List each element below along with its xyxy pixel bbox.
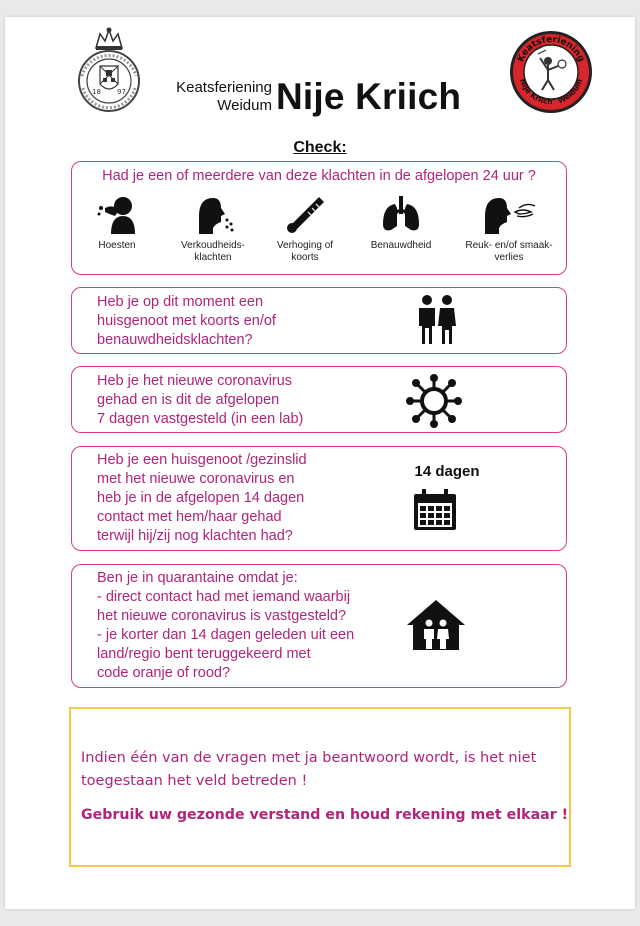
- sneezing-person-icon: [191, 194, 235, 234]
- notice-box: [69, 707, 571, 867]
- notice-warning-text: Indien één van de vragen met ja beantwoord wordt, is het niet toegestaan het veld betreden !: [81, 750, 537, 789]
- club-round-logo: [508, 28, 594, 116]
- question-household-contact-text: Heb je een huisgenoot /gezinslid met het nieuwe coronavirus en heb je in de afgelopen 14 dagen contact met hem/haar gehad terwijl hij/zij nog klachten had?: [97, 452, 307, 544]
- question-box-quarantine: [71, 564, 567, 688]
- symptom-label: Benauwdheid: [370, 240, 432, 251]
- symptom-cough: [72, 194, 162, 252]
- question-symptoms-text: Had je een of meerdere van deze klachten in de afgelopen 24 uur ?: [102, 168, 536, 184]
- notice-advice-text: Gebruik uw gezonde verstand en houd rekening met elkaar !: [81, 807, 569, 823]
- couple-icon: [416, 294, 458, 344]
- logo-bottom-text: Nije Kriich" Weidum: [517, 77, 585, 107]
- question-box-covid-lab: [71, 366, 567, 433]
- crest-year-left: 18: [92, 88, 101, 96]
- question-quarantine-text: Ben je in quarantaine omdat je: - direct contact had met iemand waarbij het nieuwe coronavirus is vastgesteld? - je korter dan 14 dagen geleden uit een land/regio bent teruggekeerd met code oranje of rood?: [97, 570, 355, 681]
- lungs-icon: [379, 194, 423, 234]
- symptom-label: Reuk- en/of smaak- verlies: [465, 240, 553, 263]
- crest-year-right: 97: [117, 88, 126, 96]
- symptom-label: Verkoudheids- klachten: [181, 240, 245, 263]
- club-name-title: Nije Kriich: [276, 76, 462, 117]
- symptom-label: Verhoging of koorts: [276, 240, 334, 263]
- question-box-household-contact: [71, 446, 567, 551]
- smelling-person-icon: [479, 194, 539, 234]
- club-crest-logo: [74, 26, 144, 114]
- symptom-cold: [168, 194, 258, 264]
- question-household-fever-text: Heb je op dit moment een huisgenoot met koorts en/of benauwdheidsklachten?: [97, 294, 276, 348]
- house-family-icon: [406, 599, 466, 651]
- symptom-fever: [260, 194, 350, 264]
- check-heading: Check:: [293, 139, 347, 156]
- thermometer-icon: [283, 194, 327, 234]
- club-name-line2: Weidum: [217, 97, 272, 114]
- question-box-symptoms: [71, 161, 567, 275]
- question-box-household-fever: [71, 287, 567, 354]
- calendar-icon: [413, 489, 457, 531]
- logo-top-text: Keatsferiening: [516, 34, 586, 64]
- symptom-label: Hoesten: [98, 240, 136, 251]
- symptom-smell-taste: [454, 194, 564, 264]
- coughing-person-icon: [95, 194, 139, 234]
- days-label: 14 dagen: [414, 463, 480, 480]
- question-covid-lab-text: Heb je het nieuwe coronavirus gehad en is dit de afgelopen 7 dagen vastgesteld (in een lab): [97, 373, 304, 427]
- club-name-line1: Keatsferiening: [176, 79, 272, 96]
- symptom-breathing: [356, 194, 446, 252]
- virus-icon: [404, 374, 464, 428]
